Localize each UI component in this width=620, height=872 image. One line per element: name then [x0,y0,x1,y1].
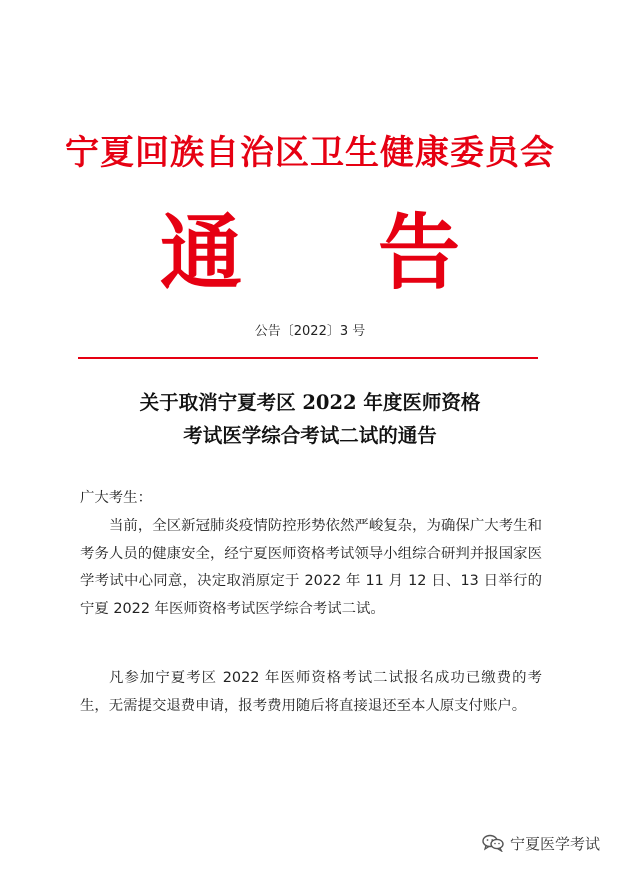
title-line-1: 关于取消宁夏考区 2022 年度医师资格 [139,391,481,414]
salutation: 广大考生： [80,490,152,506]
paragraph-1: 当前，全区新冠肺炎疫情防控形势依然严峻复杂，为确保广大考生和考务人员的健康安全，经宁夏医师资格考试领导小组综合研判并报国家医学考试中心同意，决定取消原定于 2022 年 11 月 12 日、13 日举行的宁夏 2022 年医师资格考试医学综合考试二试。 [80,518,542,617]
document-number: 公告〔2022〕3 号 [254,324,366,339]
notice-heading-char-1: 通 [160,205,243,301]
source-watermark [482,832,600,854]
watermark-text: 宁夏医学考试 [509,834,600,853]
title-line-2: 考试医学综合考试二试的通告 [183,424,437,447]
paragraph-2: 凡参加宁夏考区 2022 年医师资格考试二试报名成功已缴费的考生，无需提交退费申请，报考费用随后将直接退还至本人原支付账户。 [80,670,542,714]
issuer-name: 宁夏回族自治区卫生健康委员会 [65,133,555,173]
notice-heading-char-2: 告 [378,205,461,301]
red-divider [78,357,538,359]
wechat-icon [482,834,504,852]
